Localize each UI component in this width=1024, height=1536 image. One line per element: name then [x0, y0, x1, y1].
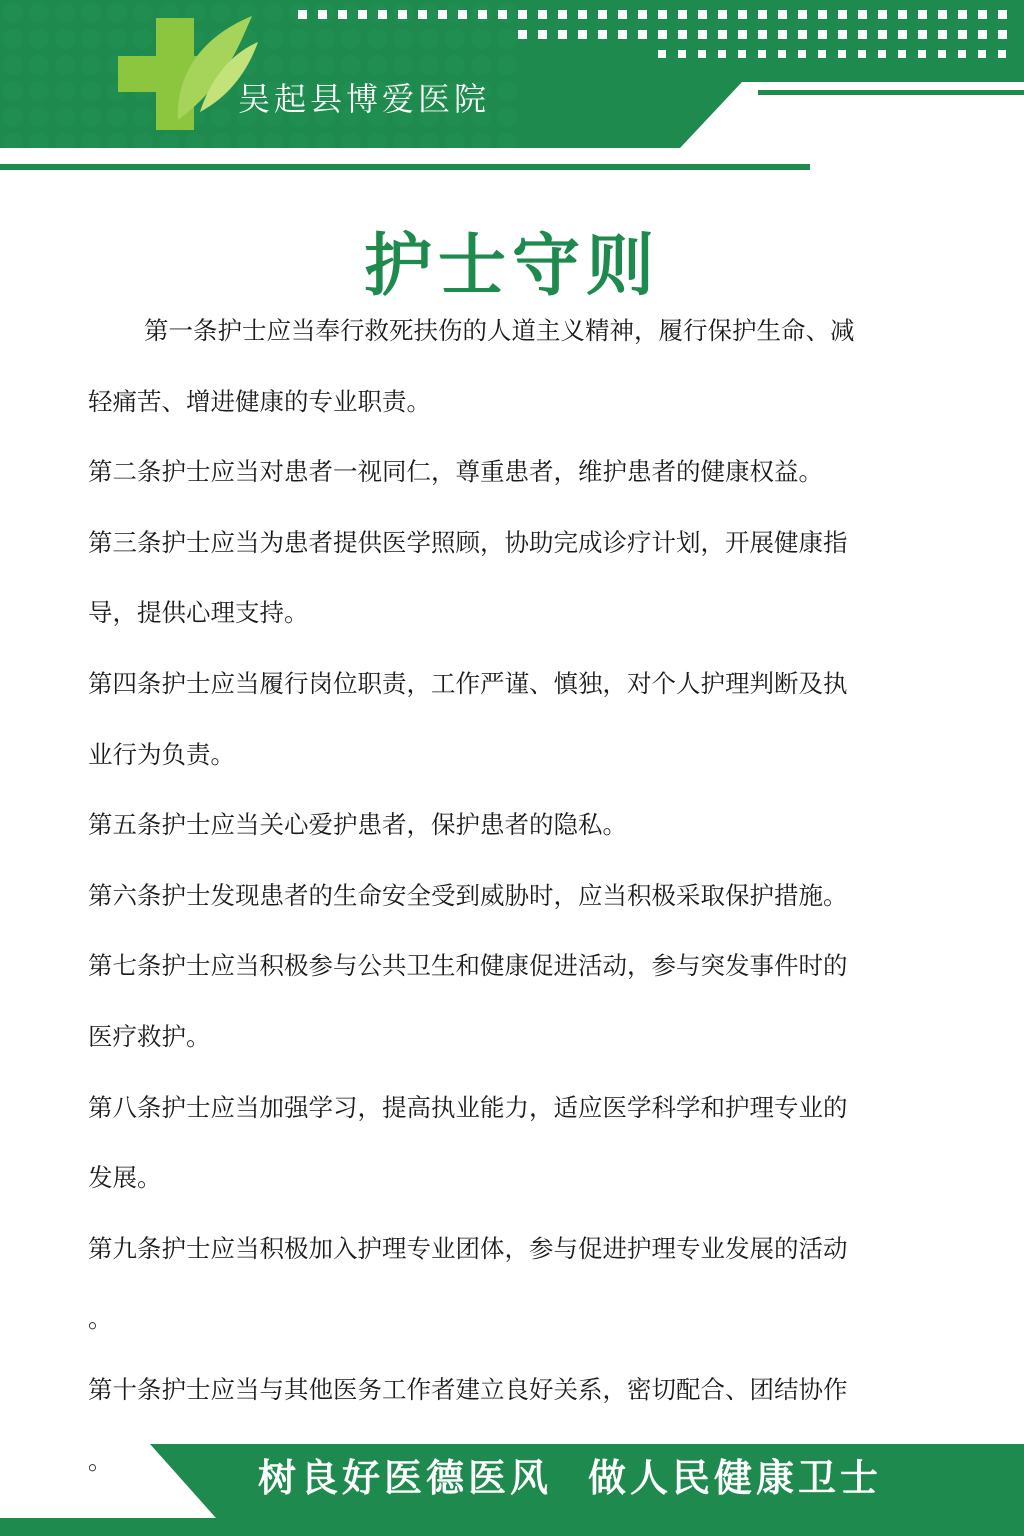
slogan-part-2: 做人民健康卫士: [588, 1456, 883, 1500]
slogan-part-1: 树良好医德医风: [258, 1456, 553, 1500]
rules-text: [88, 296, 938, 1496]
rule-line: 轻痛苦、增进健康的专业职责。: [88, 386, 431, 416]
rule-line: 第八条护士应当加强学习，提高执业能力，适应医学科学和护理专业的: [88, 1092, 848, 1122]
rule-line: 第十条护士应当与其他医务工作者建立良好关系，密切配合、团结协作: [88, 1374, 848, 1404]
rule-line: 。: [88, 1304, 113, 1334]
hospital-name: 吴起县博爱医院: [238, 80, 491, 118]
page-title: 护士守则: [363, 227, 660, 306]
rule-line: 第九条护士应当积极加入护理专业团体，参与促进护理专业发展的活动: [88, 1233, 848, 1263]
rule-line: 医疗救护。: [88, 1021, 211, 1051]
rule-line: 第七条护士应当积极参与公共卫生和健康促进活动，参与突发事件时的: [88, 951, 848, 981]
footer-slogan: [258, 1450, 1018, 1506]
rule-line: 第五条护士应当关心爱护患者，保护患者的隐私。: [88, 810, 627, 840]
rule-line: 。: [88, 1445, 113, 1475]
rule-line: 第一条护士应当奉行救死扶伤的人道主义精神，履行保护生命、减: [144, 316, 855, 345]
rule-line: 导，提供心理支持。: [88, 598, 309, 628]
rule-line: 发展。: [88, 1163, 162, 1193]
rule-line: 第三条护士应当为患者提供医学照顾，协助完成诊疗计划，开展健康指: [88, 527, 848, 557]
rule-line: 第二条护士应当对患者一视同仁，尊重患者，维护患者的健康权益。: [88, 457, 823, 487]
rule-line: 第六条护士发现患者的生命安全受到威胁时，应当积极采取保护措施。: [88, 880, 848, 910]
rule-line: 业行为负责。: [88, 739, 235, 769]
rule-line: 第四条护士应当履行岗位职责，工作严谨、慎独，对个人护理判断及执: [88, 668, 848, 698]
